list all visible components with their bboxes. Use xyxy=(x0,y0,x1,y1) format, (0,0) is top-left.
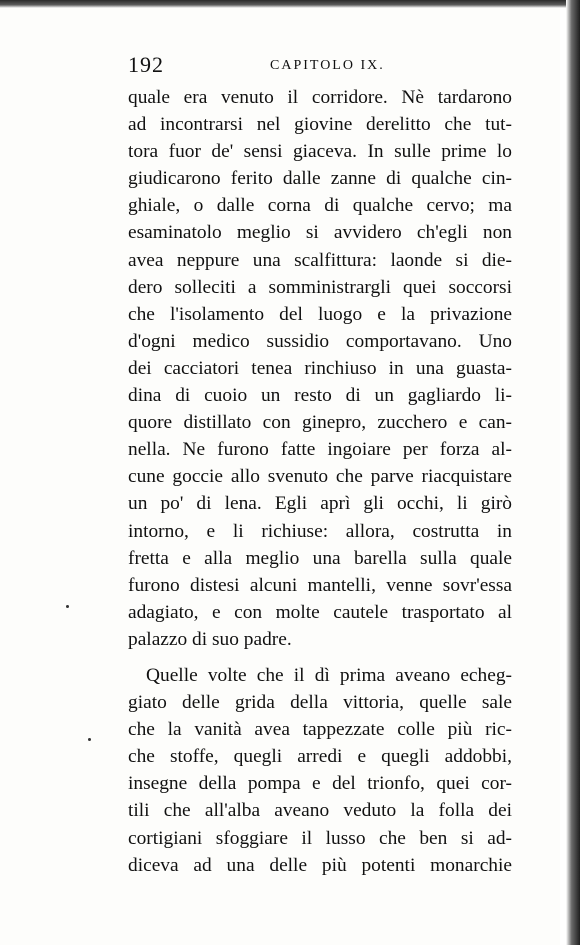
text-line: che la vanità avea tappezzate colle più ric- xyxy=(128,719,512,741)
text-line: furono distesi alcuni mantelli, venne sovr'essa xyxy=(128,574,512,596)
page-number: 192 xyxy=(128,52,164,77)
text-line: diceva ad una delle più potenti monarchie xyxy=(128,854,512,876)
text-line: giudicarono ferito dalle zanne di qualche cin- xyxy=(128,168,512,190)
text-line: Quelle volte che il dì prima aveano echeg- xyxy=(146,664,512,686)
text-line: fretta e alla meglio una barella sulla quale xyxy=(128,547,512,569)
text-line: nella. Ne furono fatte ingoiare per forza al- xyxy=(128,439,512,461)
text-line: esaminatolo meglio si avvidero ch'egli non xyxy=(128,222,512,244)
text-line: adagiato, e con molte cautele trasportato al xyxy=(128,601,512,623)
text-line: ad incontrarsi nel giovine derelitto che tut- xyxy=(128,114,512,136)
paragraph-2 xyxy=(128,662,512,879)
paragraph-1 xyxy=(128,84,512,653)
text-line: avea neppure una scalfittura: laonde si die- xyxy=(128,249,512,271)
text-line: quale era venuto il corridore. Nè tardarono xyxy=(128,87,512,108)
text-line: dero solleciti a somministrargli quei soccorsi xyxy=(128,276,512,298)
ink-speck xyxy=(88,738,91,741)
text-line: dina di cuoio un resto di un gagliardo li- xyxy=(128,385,512,407)
text-line: ghiale, o dalle corna di qualche cervo; ma xyxy=(128,195,512,217)
text-line: un po' di lena. Egli aprì gli occhi, li girò xyxy=(128,493,512,515)
body-text xyxy=(128,84,512,879)
text-line: cune goccie allo svenuto che parve riacquistare xyxy=(128,466,512,488)
paragraph-gap xyxy=(128,653,512,662)
scan-edge-right xyxy=(566,0,580,945)
ink-speck xyxy=(66,605,69,608)
text-line: che l'isolamento del luogo e la privazione xyxy=(128,303,512,325)
text-line: cortigiani sfoggiare il lusso che ben si ad- xyxy=(128,827,512,849)
chapter-running-head: CAPITOLO IX. xyxy=(270,58,385,73)
text-line: giato delle grida della vittoria, quelle sale xyxy=(128,692,512,714)
text-line: tora fuor de' sensi giaceva. In sulle prime lo xyxy=(128,141,512,163)
text-line: d'ogni medico sussidio comportavano. Uno xyxy=(128,330,512,352)
text-line: intorno, e li richiuse: allora, costrutta in xyxy=(128,520,512,542)
text-line: palazzo di suo padre. xyxy=(128,628,292,650)
text-line: che stoffe, quegli arredi e quegli addobbi, xyxy=(128,746,512,768)
scan-edge-top xyxy=(0,0,580,8)
text-line: quore distillato con ginepro, zucchero e can- xyxy=(128,412,512,434)
text-line: dei cacciatori tenea rinchiuso in una guasta- xyxy=(128,357,512,379)
text-line: insegne della pompa e del trionfo, quei cor- xyxy=(128,773,512,795)
page-header xyxy=(128,52,512,82)
text-line: tili che all'alba aveano veduto la folla dei xyxy=(128,800,512,822)
